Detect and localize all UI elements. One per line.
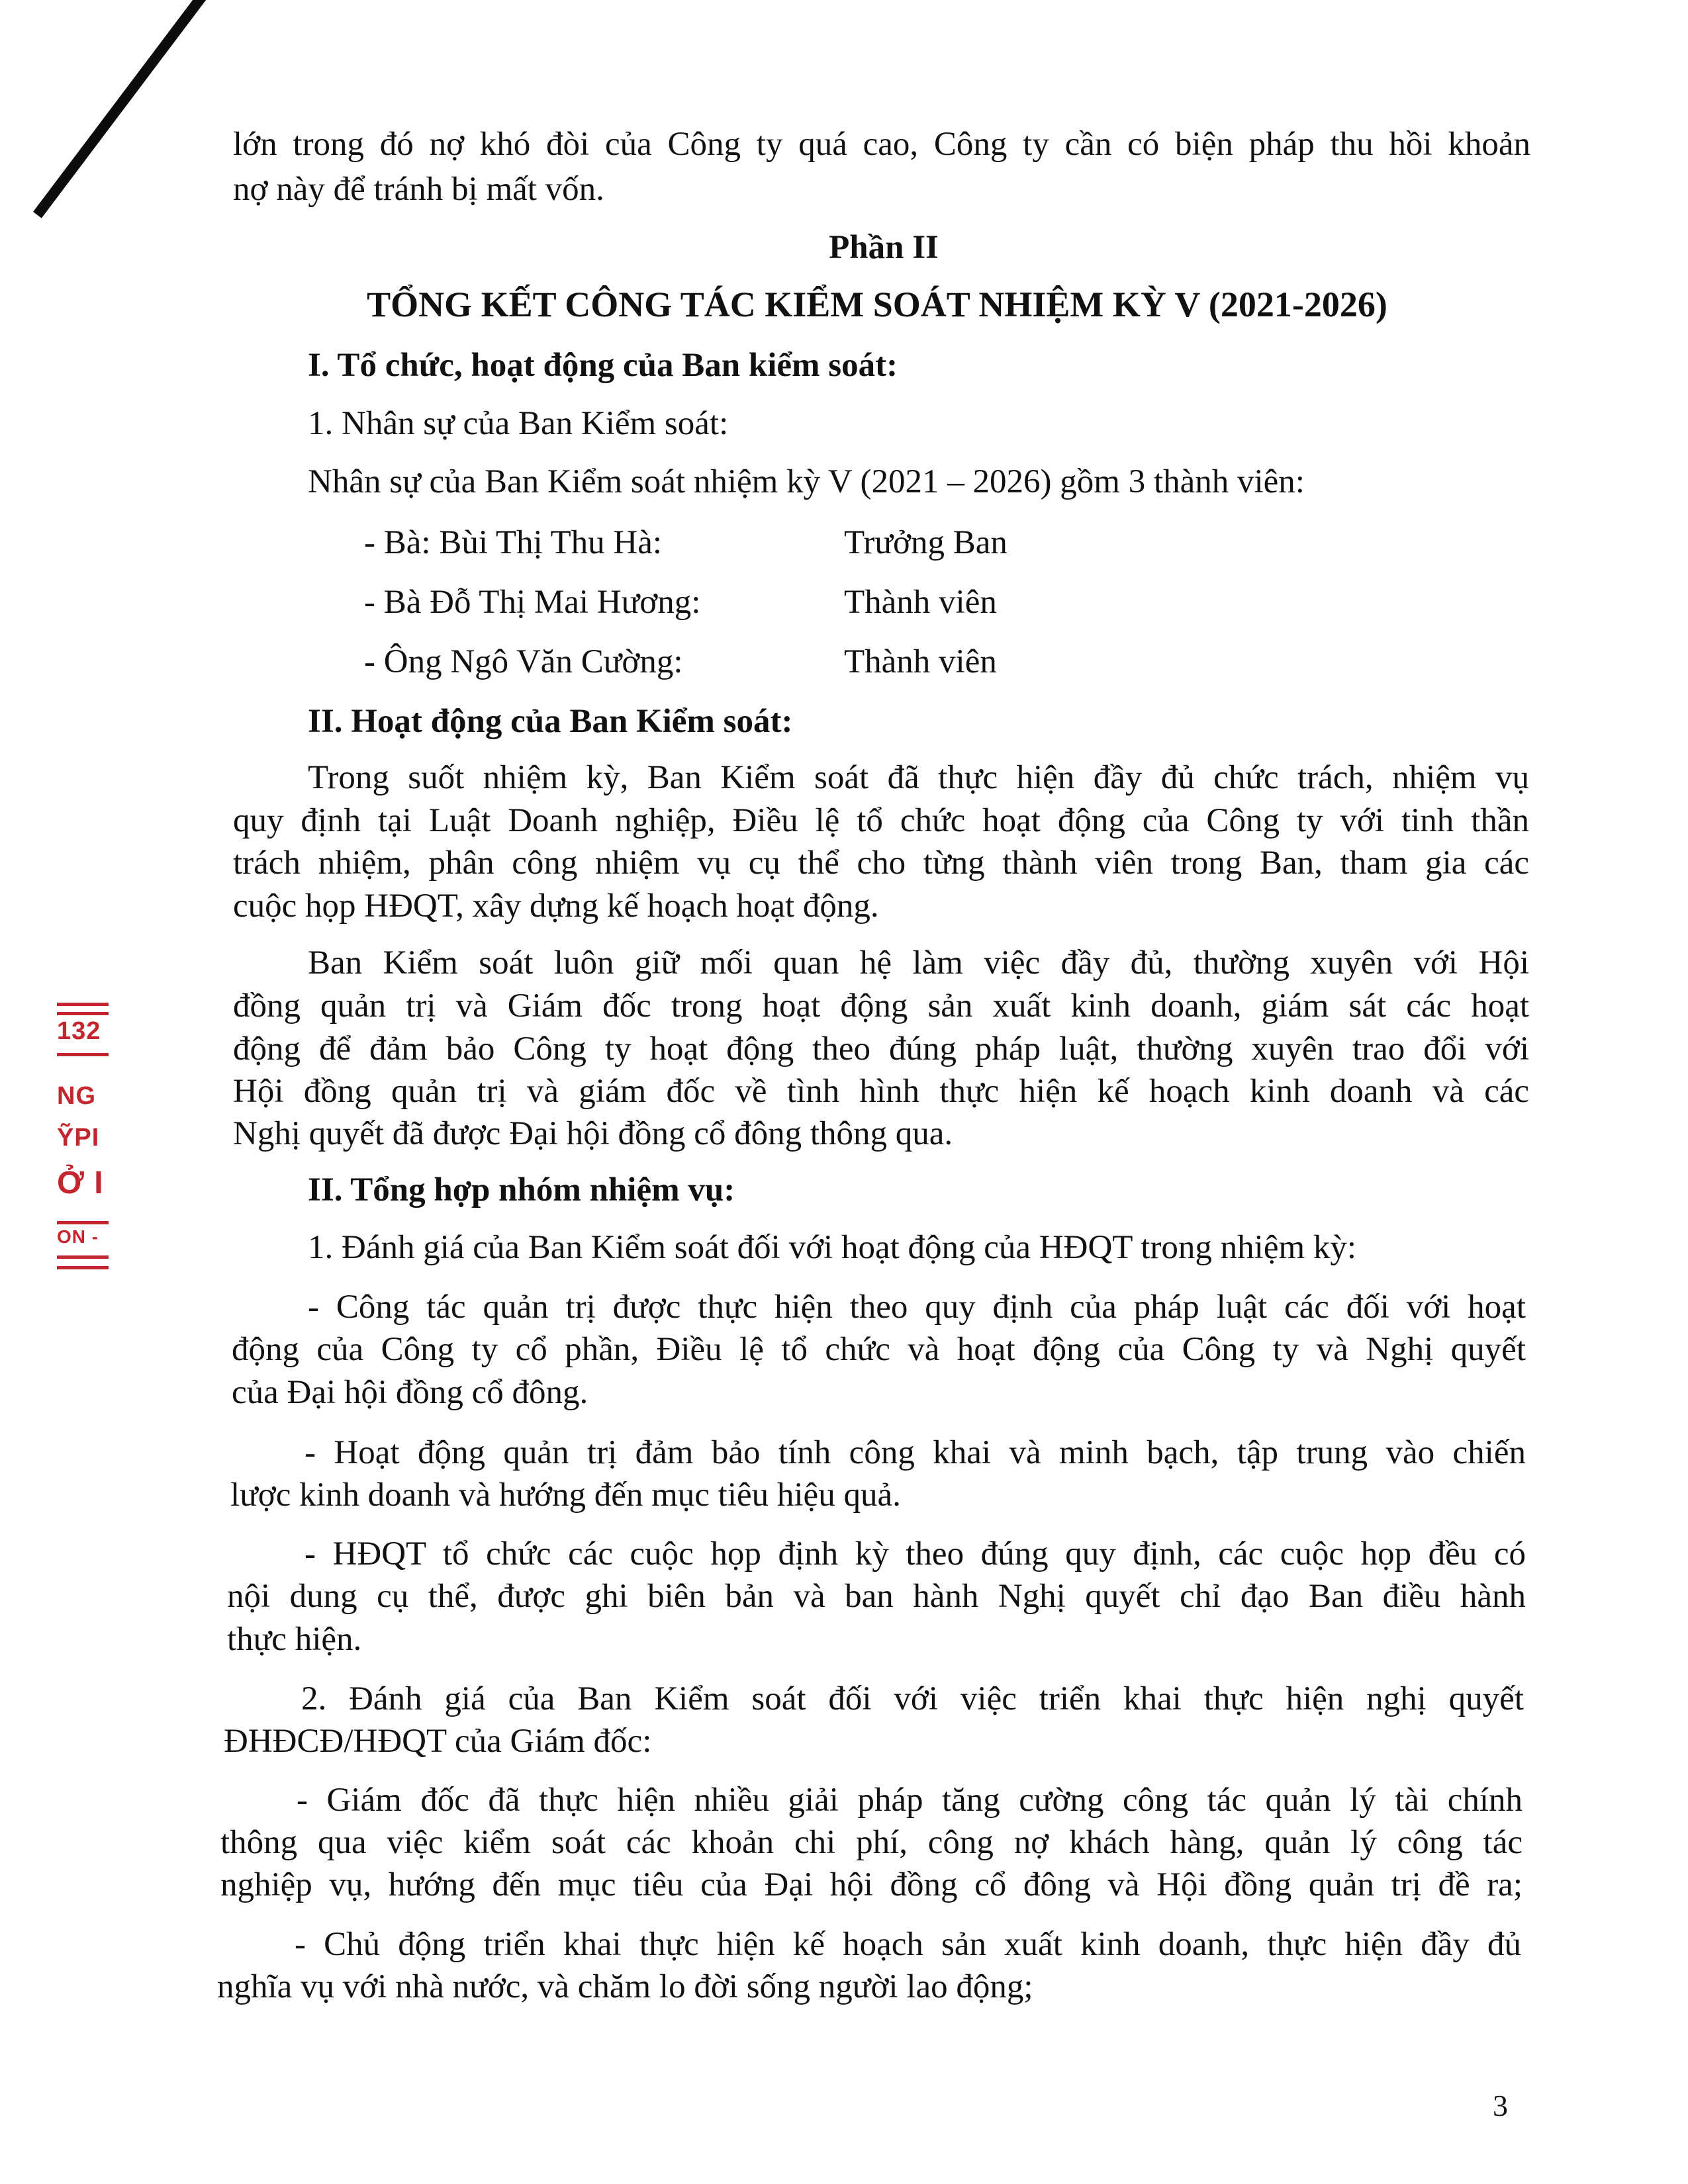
body-text-line: nợ này để tránh bị mất vốn. (233, 171, 604, 208)
member-name: - Ông Ngô Văn Cường: (364, 643, 683, 680)
part-title: TỔNG KẾT CÔNG TÁC KIỂM SOÁT NHIỆM KỲ V (2021-2026) (367, 285, 1387, 324)
bullet-text-line: của Đại hội đồng cổ đông. (232, 1374, 588, 1411)
body-text-line: động để đảm bảo Công ty hoạt động theo đúng pháp luật, thường xuyên trao đổi với (233, 1030, 1529, 1068)
section-heading: II. Hoạt động của Ban Kiểm soát: (308, 703, 793, 740)
member-role: Thành viên (844, 643, 997, 680)
body-text-line: Nhân sự của Ban Kiểm soát nhiệm kỳ V (2021 – 2026) gồm 3 thành viên: (308, 463, 1305, 500)
stamp-fragment (54, 1003, 114, 1287)
bullet-text-line: - Công tác quản trị được thực hiện theo quy định của pháp luật các đối với hoạt (308, 1289, 1526, 1326)
body-text-line: Ban Kiểm soát luôn giữ mối quan hệ làm việc đầy đủ, thường xuyên với Hội (308, 944, 1529, 981)
subsection-heading: ĐHĐCĐ/HĐQT của Giám đốc: (224, 1723, 652, 1760)
body-text-line: cuộc họp HĐQT, xây dựng kế hoạch hoạt động. (233, 887, 879, 925)
page-number: 3 (1493, 2089, 1508, 2122)
bullet-text-line: thực hiện. (227, 1621, 362, 1658)
stamp-text: 132 (57, 1017, 101, 1045)
body-text-line: Trong suốt nhiệm kỳ, Ban Kiểm soát đã thực hiện đầy đủ chức trách, nhiệm vụ (308, 759, 1529, 796)
part-label: Phần II (829, 229, 939, 266)
bullet-text-line: nội dung cụ thể, được ghi biên bản và ban hành Nghị quyết chỉ đạo Ban điều hành (227, 1578, 1526, 1615)
stamp-text: Ở I (57, 1165, 104, 1201)
body-text-line: đồng quản trị và Giám đốc trong hoạt động sản xuất kinh doanh, giám sát các hoạt (233, 987, 1529, 1024)
subsection-heading: 1. Nhân sự của Ban Kiểm soát: (308, 405, 729, 442)
stamp-text: ON - (57, 1226, 99, 1247)
body-text-line: Hội đồng quản trị và giám đốc về tình hình thực hiện kế hoạch kinh doanh và các (233, 1073, 1529, 1110)
subsection-heading: 2. Đánh giá của Ban Kiểm soát đối với việc triển khai thực hiện nghị quyết (301, 1680, 1524, 1717)
body-text-line: Nghị quyết đã được Đại hội đồng cổ đông thông qua. (233, 1115, 953, 1152)
bullet-text-line: thông qua việc kiểm soát các khoản chi phí, công nợ khách hàng, quản lý công tác (220, 1824, 1523, 1861)
section-heading: II. Tổng hợp nhóm nhiệm vụ: (308, 1171, 735, 1208)
member-name: - Bà: Bùi Thị Thu Hà: (364, 524, 663, 561)
stamp-text: ỸPI (57, 1124, 100, 1152)
section-heading: I. Tổ chức, hoạt động của Ban kiểm soát: (308, 347, 898, 384)
bullet-text-line: lược kinh doanh và hướng đến mục tiêu hiệu quả. (230, 1477, 901, 1514)
bullet-text-line: - Chủ động triển khai thực hiện kế hoạch sản xuất kinh doanh, thực hiện đầy đủ (295, 1926, 1521, 1963)
bullet-text-line: - Hoạt động quản trị đảm bảo tính công khai và minh bạch, tập trung vào chiến (305, 1434, 1526, 1471)
bullet-text-line: nghiệp vụ, hướng đến mục tiêu của Đại hội đồng cổ đông và Hội đồng quản trị đề ra; (220, 1866, 1523, 1903)
member-role: Trưởng Ban (844, 524, 1008, 561)
subsection-heading: 1. Đánh giá của Ban Kiểm soát đối với hoạt động của HĐQT trong nhiệm kỳ: (308, 1229, 1357, 1266)
scan-edge-shadow (33, 0, 229, 218)
bullet-text-line: - Giám đốc đã thực hiện nhiều giải pháp tăng cường công tác quản lý tài chính (297, 1782, 1523, 1819)
member-name: - Bà Đỗ Thị Mai Hương: (364, 584, 701, 621)
stamp-text: NG (57, 1082, 96, 1110)
member-role: Thành viên (844, 584, 997, 621)
bullet-text-line: động của Công ty cổ phần, Điều lệ tổ chức và hoạt động của Công ty và Nghị quyết (232, 1331, 1526, 1368)
body-text-line: quy định tại Luật Doanh nghiệp, Điều lệ tổ chức hoạt động của Công ty với tinh thần (233, 802, 1529, 839)
bullet-text-line: nghĩa vụ với nhà nước, và chăm lo đời sống người lao động; (217, 1968, 1033, 2005)
bullet-text-line: - HĐQT tổ chức các cuộc họp định kỳ theo đúng quy định, các cuộc họp đều có (305, 1535, 1526, 1572)
body-text-line: trách nhiệm, phân công nhiệm vụ cụ thể cho từng thành viên trong Ban, tham gia các (233, 844, 1529, 882)
body-text-line: lớn trong đó nợ khó đòi của Công ty quá cao, Công ty cần có biện pháp thu hồi khoản (233, 126, 1530, 163)
